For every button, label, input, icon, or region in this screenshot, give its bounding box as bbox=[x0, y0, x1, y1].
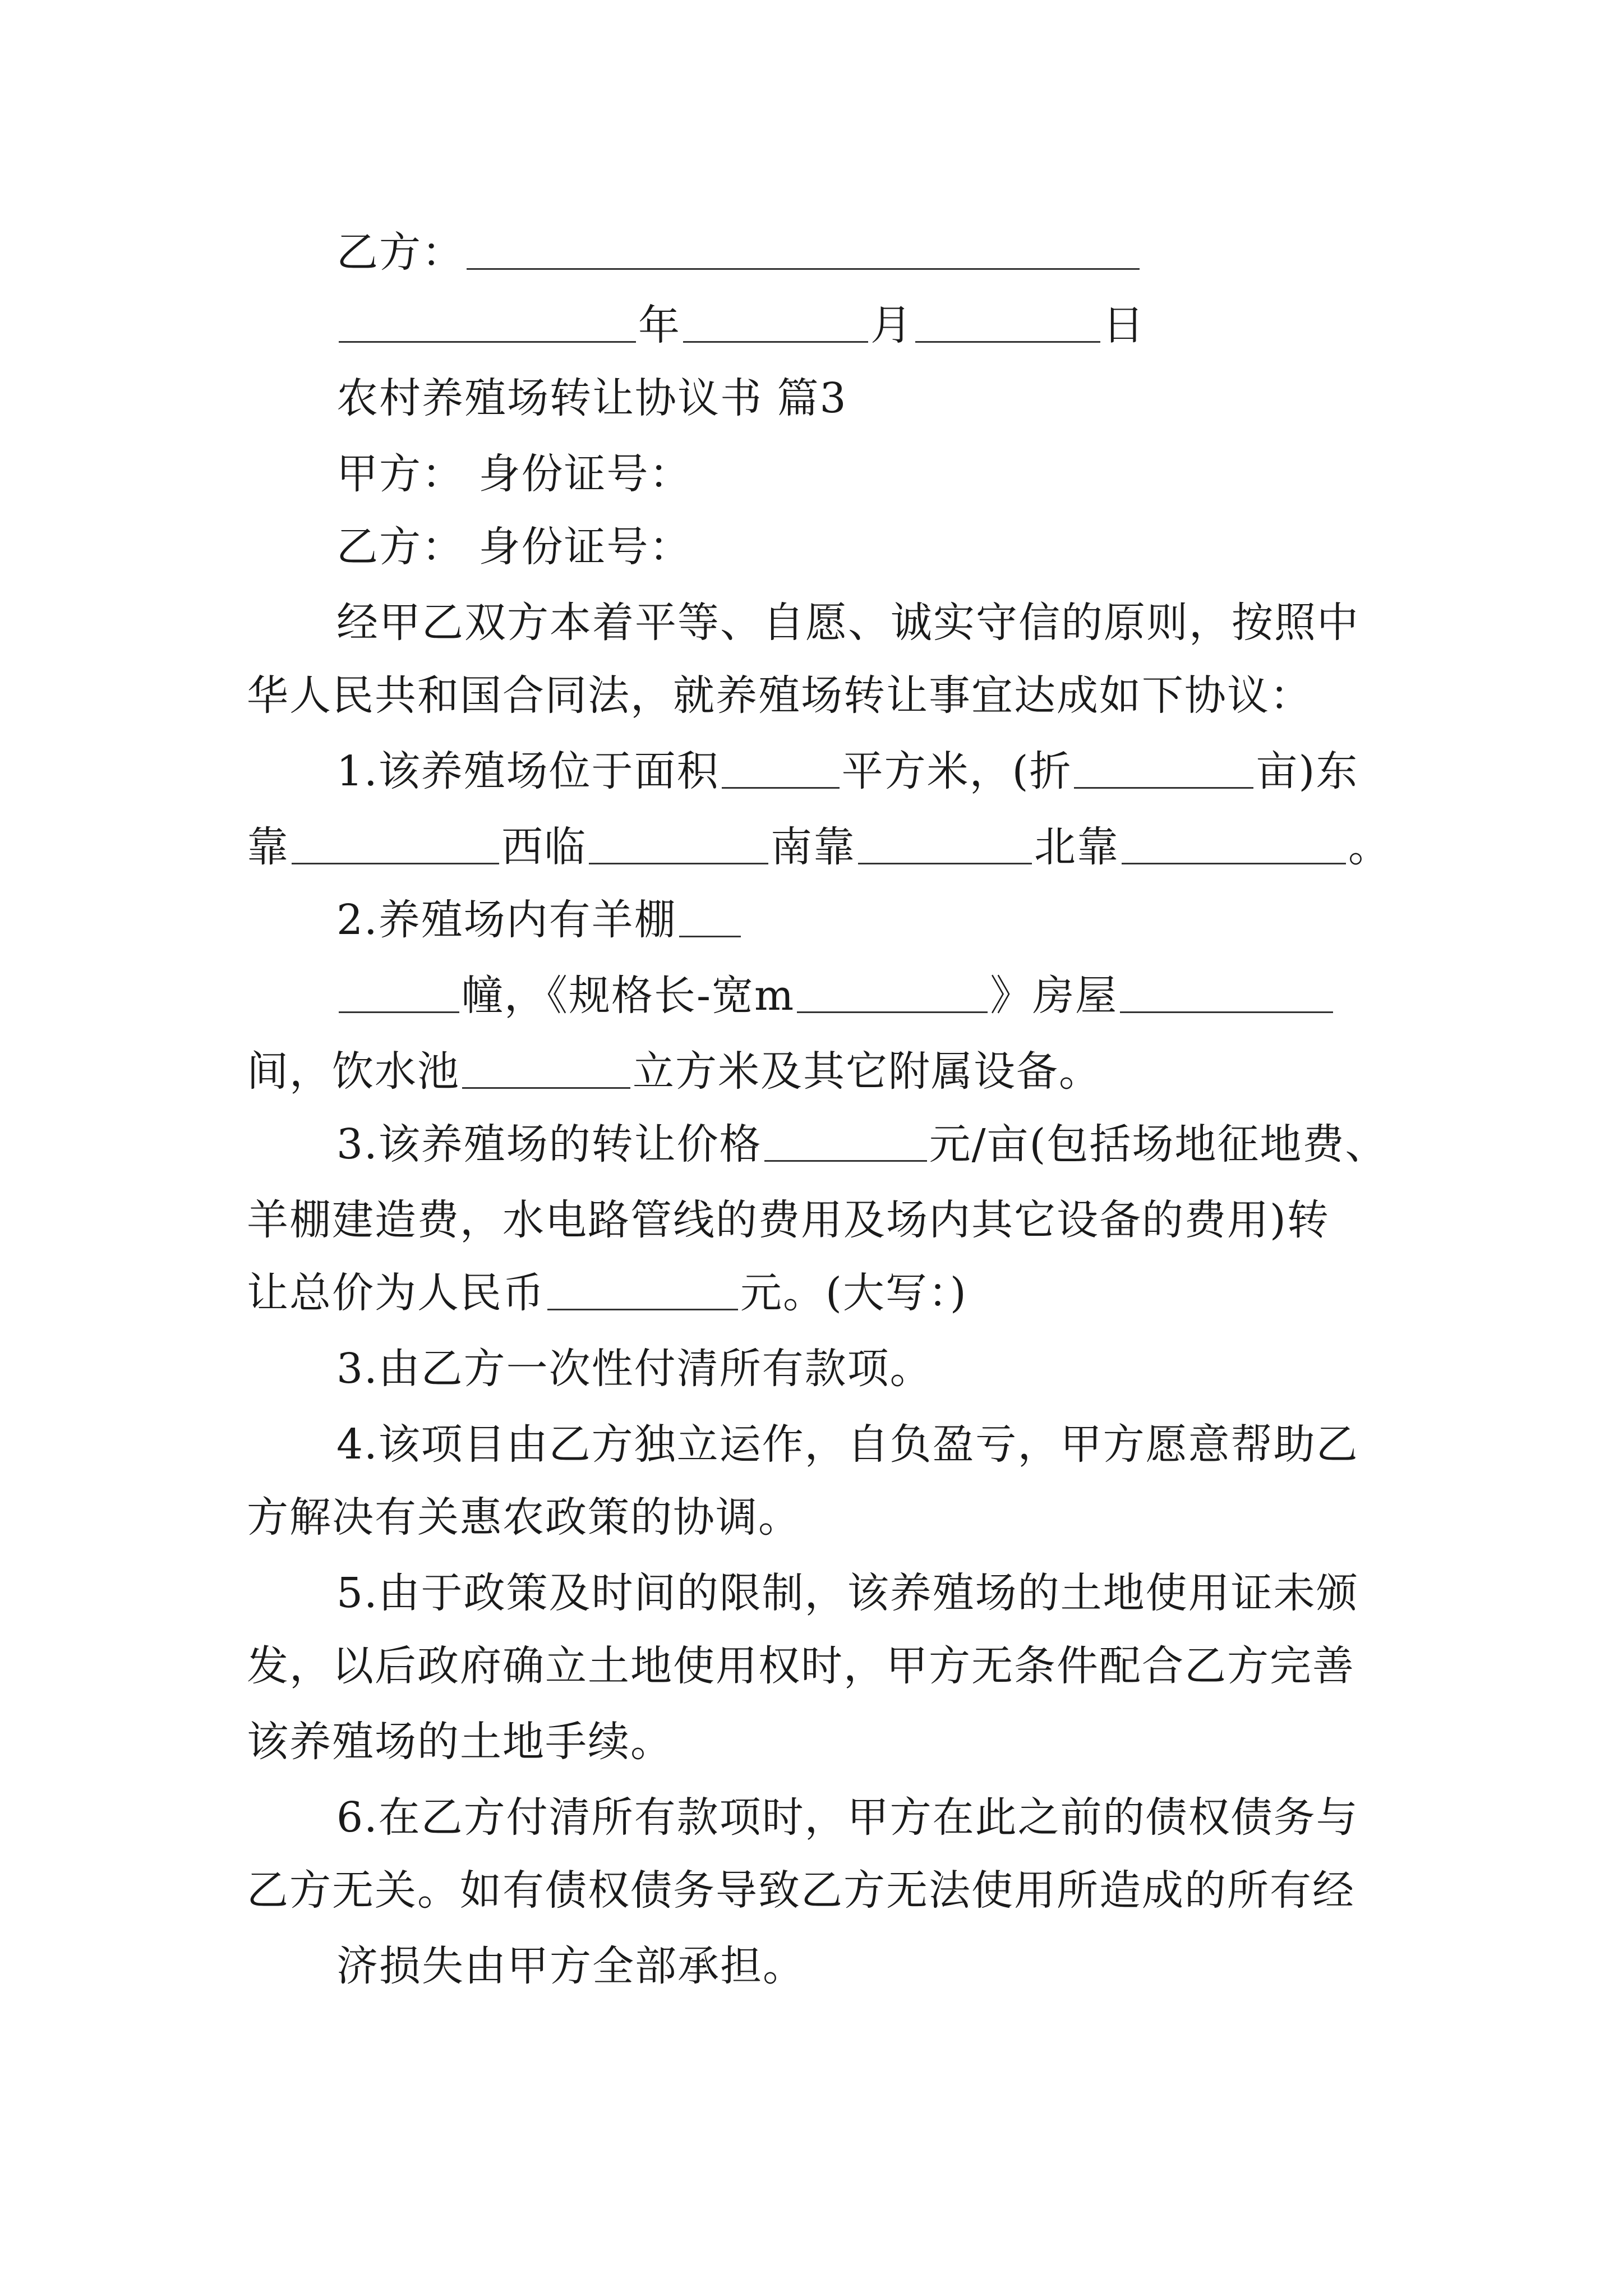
text-segment: 日 bbox=[1103, 301, 1145, 349]
party-b-line bbox=[336, 519, 1475, 575]
blank-field bbox=[722, 748, 840, 789]
clause-5-line bbox=[247, 1638, 1385, 1694]
text-segment: 乙方： bbox=[336, 228, 464, 277]
text-segment: 发，以后政府确立土地使用权时，甲方无条件配合乙方完善 bbox=[247, 1642, 1355, 1690]
text-segment: 4.该项目由乙方独立运作，自负盈亏，甲方愿意帮助乙 bbox=[336, 1420, 1359, 1469]
clause-3-line bbox=[247, 1192, 1385, 1248]
section-title bbox=[336, 370, 1475, 426]
clause-4-line bbox=[247, 1489, 1385, 1545]
text-segment: 南靠 bbox=[771, 823, 856, 871]
party-b-signature-line bbox=[336, 224, 1475, 280]
clause-2-line bbox=[336, 892, 1475, 948]
text-segment: 。 bbox=[1348, 823, 1391, 871]
blank-field bbox=[547, 1269, 738, 1310]
text-segment: 元/亩(包括场地征地费、 bbox=[929, 1120, 1388, 1168]
text-segment: 》房屋 bbox=[990, 972, 1118, 1020]
clause-6-line bbox=[336, 1938, 1475, 1994]
blank-field bbox=[292, 823, 499, 864]
blank-field bbox=[858, 823, 1032, 864]
text-segment: 乙方无关。如有债权债务导致乙方无法使用所造成的所有经 bbox=[247, 1866, 1355, 1915]
blank-field bbox=[797, 972, 988, 1013]
text-segment: 西临 bbox=[501, 823, 587, 871]
blank-field bbox=[683, 302, 868, 343]
text-segment: 亩)东 bbox=[1256, 747, 1359, 795]
text-segment: 乙方： 身份证号： bbox=[336, 523, 692, 571]
paragraph-line bbox=[336, 595, 1475, 651]
blank-field bbox=[589, 823, 768, 864]
clause-3-line bbox=[247, 1265, 1385, 1321]
clause-6-line bbox=[247, 1862, 1385, 1918]
text-segment: 幢，《规格长-宽m bbox=[462, 972, 795, 1020]
text-segment: 立方米及其它附属设备。 bbox=[633, 1047, 1101, 1096]
clause-5-line bbox=[247, 1714, 1385, 1770]
text-segment: 元。(大写：) bbox=[740, 1269, 967, 1317]
date-line bbox=[336, 297, 1475, 353]
blank-field bbox=[915, 302, 1100, 343]
text-segment: 平方米，(折 bbox=[841, 747, 1072, 795]
blank-field bbox=[1122, 823, 1346, 864]
text-segment: 6.在乙方付清所有款项时，甲方在此之前的债权债务与 bbox=[336, 1793, 1359, 1842]
text-segment: 靠 bbox=[247, 823, 289, 871]
blank-field bbox=[764, 1121, 927, 1162]
text-segment: 方解决有关惠农政策的协调。 bbox=[247, 1493, 801, 1542]
text-segment: 经甲乙双方本着平等、自愿、诚实守信的原则，按照中 bbox=[336, 599, 1359, 647]
blank-field bbox=[462, 1048, 630, 1089]
text-segment: 该养殖场的土地手续。 bbox=[247, 1718, 673, 1766]
blank-field bbox=[467, 229, 1140, 270]
text-segment: 3.该养殖场的转让价格 bbox=[336, 1120, 762, 1168]
text-segment: 华人民共和国合同法，就养殖场转让事宜达成如下协议： bbox=[247, 671, 1312, 720]
blank-field bbox=[339, 972, 459, 1013]
text-segment: 间，饮水池 bbox=[247, 1047, 460, 1096]
clause-2-line bbox=[247, 1043, 1385, 1099]
text-segment: 月 bbox=[870, 301, 913, 349]
text-segment: 5.由于政策及时间的限制，该养殖场的土地使用证未颁 bbox=[336, 1569, 1359, 1617]
clause-1-line bbox=[336, 743, 1475, 799]
clause-6-line bbox=[336, 1789, 1475, 1846]
paragraph-line bbox=[247, 668, 1385, 724]
clause-5-line bbox=[336, 1565, 1475, 1621]
party-a-line bbox=[336, 446, 1475, 502]
text-segment: 2.养殖场内有羊棚 bbox=[336, 896, 677, 944]
clause-3-line bbox=[336, 1116, 1475, 1172]
clause-payment-line bbox=[336, 1341, 1475, 1397]
blank-field bbox=[679, 896, 741, 937]
clause-2-line bbox=[336, 968, 1475, 1024]
text-segment: 北靠 bbox=[1034, 823, 1119, 871]
blank-field bbox=[1074, 748, 1253, 789]
text-segment: 3.由乙方一次性付清所有款项。 bbox=[336, 1345, 933, 1393]
blank-field bbox=[339, 302, 636, 343]
text-segment: 甲方： 身份证号： bbox=[336, 450, 692, 498]
blank-field bbox=[1120, 972, 1333, 1013]
text-segment: 让总价为人民币 bbox=[247, 1269, 545, 1317]
text-segment: 1.该养殖场位于面积 bbox=[336, 747, 720, 795]
text-segment: 济损失由甲方全部承担。 bbox=[336, 1942, 805, 1990]
text-segment: 羊棚建造费，水电路管线的费用及场内其它设备的费用)转 bbox=[247, 1196, 1330, 1244]
text-segment: 年 bbox=[638, 301, 681, 349]
clause-4-line bbox=[336, 1416, 1475, 1473]
text-segment: 农村养殖场转让协议书 篇3 bbox=[336, 374, 847, 422]
clause-1-line bbox=[247, 819, 1391, 875]
